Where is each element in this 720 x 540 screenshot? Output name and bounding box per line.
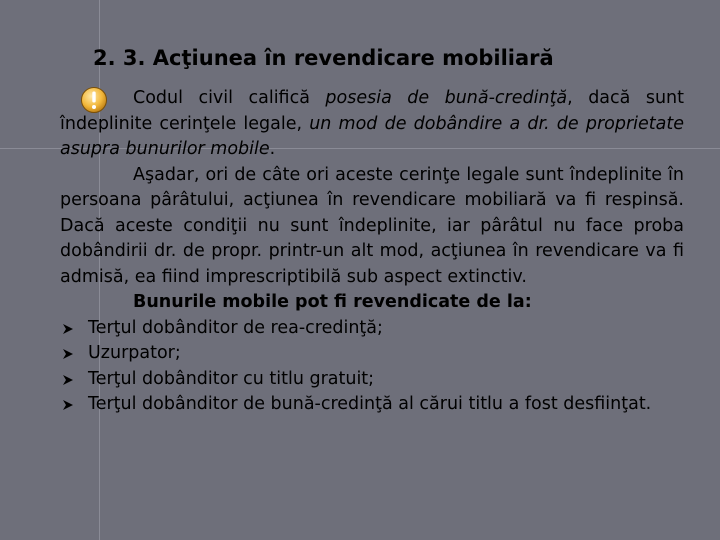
slide-title: 2. 3. Acţiunea în revendicare mobiliară bbox=[93, 46, 554, 70]
list-heading bbox=[60, 290, 684, 316]
slide-body bbox=[60, 86, 684, 418]
list-heading-colon: : bbox=[524, 292, 532, 312]
emphasis-text: posesia de bună-credinţă bbox=[325, 88, 568, 108]
emphasis-text: un mod de dobândire a dr. de proprietate asupra bunurilor mobile bbox=[60, 113, 684, 159]
paragraph-text: . bbox=[269, 139, 276, 159]
list-item-text: Terţul dobânditor de bună-credinţă al cărui titlu a fost desfiinţat. bbox=[88, 394, 652, 414]
list-item bbox=[60, 341, 684, 367]
paragraph-definition bbox=[60, 86, 684, 163]
list-item bbox=[60, 367, 684, 393]
arrow-bullet-icon bbox=[62, 348, 74, 360]
list-item bbox=[60, 392, 684, 418]
paragraph-text: , dacă sunt îndeplinite cerinţele legale, bbox=[60, 88, 685, 134]
list-item-text: Terţul dobânditor de rea-credinţă; bbox=[88, 317, 383, 338]
paragraph-consequences: Aşadar, ori de câte ori aceste cerinţe legale sunt îndeplinite în persoana pârâtului, acţiunea în revendicare mobiliară va fi respinsă. Dacă aceste condiţii nu sunt îndeplinite, iar pârâtul nu face proba dobândirii dr. de propr. printr-un alt mod, acţiunea în revendicare va fi admisă, ea fiind imprescriptibilă sub aspect extinctiv. bbox=[60, 164, 684, 287]
arrow-bullet-icon bbox=[62, 323, 74, 335]
list-item-text: Terţul dobânditor cu titlu gratuit; bbox=[88, 368, 375, 389]
revendication-list bbox=[60, 316, 684, 418]
arrow-bullet-icon bbox=[62, 399, 74, 411]
paragraph-text: Codul civil califică bbox=[133, 88, 326, 108]
list-item bbox=[60, 316, 684, 342]
list-heading-text: Bunurile mobile pot fi revendicate de la bbox=[133, 292, 525, 312]
list-item-text: Uzurpator; bbox=[88, 343, 181, 363]
arrow-bullet-icon bbox=[62, 374, 74, 386]
